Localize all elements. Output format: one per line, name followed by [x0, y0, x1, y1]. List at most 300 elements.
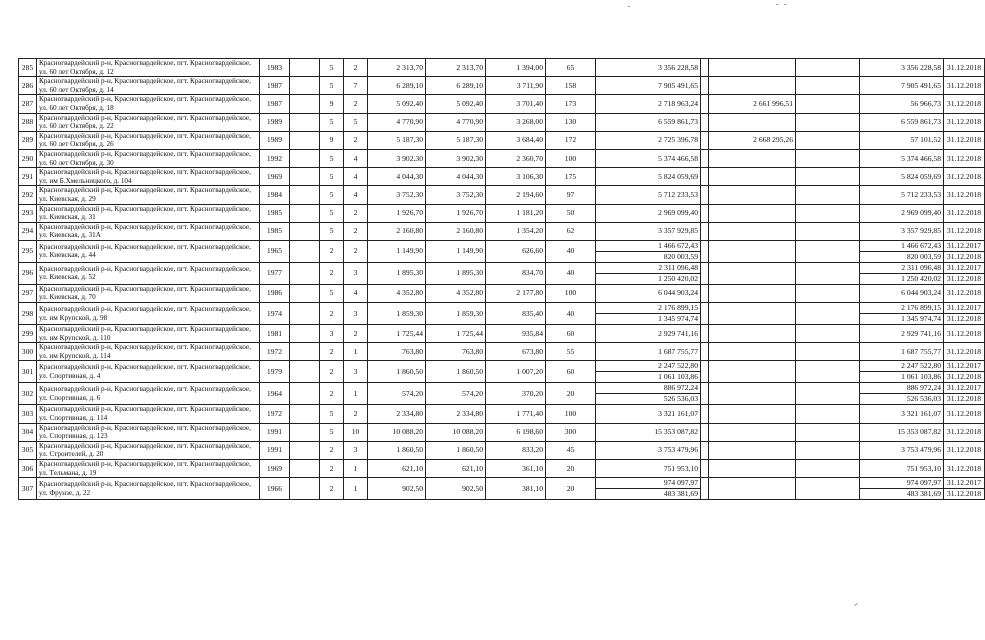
owner-share-cell: 526 536,03 [860, 394, 944, 405]
fund-share-cell [709, 113, 796, 131]
repair-cost-cell: 2 311 096,48 [596, 262, 701, 273]
premises-area-cell: 3 902,30 [426, 149, 486, 167]
table-row [19, 383, 985, 394]
year-built-cell: 1977 [260, 262, 290, 284]
residential-area-cell: 6 198,60 [486, 423, 546, 441]
blank-cell [701, 95, 709, 113]
blank-cell [290, 383, 320, 405]
blank-cell [701, 240, 709, 262]
blank-cell [290, 131, 320, 149]
repair-cost-cell: 6 044 903,24 [596, 284, 701, 302]
total-area-cell: 4 044,30 [368, 168, 426, 186]
blank-cell [701, 113, 709, 131]
address-cell: Красногвардейский р-н, Красногвардейское, пгт. Красногвардейское, ул. 60 лет Октября, д. 22 [37, 113, 260, 131]
repair-cost-cell: 5 824 059,69 [596, 168, 701, 186]
fund-share-cell [709, 325, 796, 343]
premises-area-cell: 1 895,30 [426, 262, 486, 284]
owner-share-cell: 2 311 096,48 [860, 262, 944, 273]
repair-cost-cell: 2 725 396,78 [596, 131, 701, 149]
housing-capital-repair-table [18, 58, 985, 500]
floors-cell: 5 [320, 405, 344, 423]
owner-share-cell: 1 687 755,77 [860, 343, 944, 361]
deadline-cell: 31.12.2017 [944, 361, 985, 372]
year-built-cell: 1986 [260, 284, 290, 302]
table-row [19, 113, 985, 131]
deadline-cell: 31.12.2018 [944, 59, 985, 77]
blank-cell [796, 186, 860, 204]
fund-share-cell [709, 405, 796, 423]
floors-cell: 2 [320, 441, 344, 459]
repair-cost-cell: 3 753 479,96 [596, 441, 701, 459]
owner-share-cell: 56 966,73 [860, 95, 944, 113]
fund-share-cell [709, 168, 796, 186]
repair-cost-cell: 1 345 974,74 [596, 314, 701, 325]
blank-cell [701, 405, 709, 423]
year-built-cell: 1989 [260, 131, 290, 149]
owner-share-cell: 7 905 491,65 [860, 77, 944, 95]
fund-share-cell: 2 668 295,26 [709, 131, 796, 149]
row-number: 288 [19, 113, 37, 131]
entrances-cell: 2 [344, 405, 368, 423]
total-area-cell: 6 289,10 [368, 77, 426, 95]
owner-share-cell: 1 061 103,86 [860, 372, 944, 383]
table-row [19, 405, 985, 423]
row-number: 300 [19, 343, 37, 361]
row-number: 296 [19, 262, 37, 284]
blank-cell [796, 361, 860, 383]
repair-cost-cell: 15 353 087,82 [596, 423, 701, 441]
premises-area-cell: 6 289,10 [426, 77, 486, 95]
deadline-cell: 31.12.2018 [944, 95, 985, 113]
year-built-cell: 1972 [260, 405, 290, 423]
blank-cell [290, 113, 320, 131]
owner-share-cell: 6 044 903,24 [860, 284, 944, 302]
repair-cost-cell: 2 176 899,15 [596, 303, 701, 314]
repair-cost-cell: 1 061 103,86 [596, 372, 701, 383]
blank-cell [796, 113, 860, 131]
table-row [19, 149, 985, 167]
table-row [19, 361, 985, 372]
premises-area-cell: 574,20 [426, 383, 486, 405]
owner-share-cell: 3 321 161,07 [860, 405, 944, 423]
address-cell: Красногвардейский р-н, Красногвардейское, пгт. Красногвардейское, ул. Киевская, д. 52 [37, 262, 260, 284]
entrances-cell: 2 [344, 204, 368, 222]
blank-cell [290, 149, 320, 167]
total-area-cell: 1 860,50 [368, 441, 426, 459]
row-number: 306 [19, 460, 37, 478]
blank-cell [290, 59, 320, 77]
row-number: 302 [19, 383, 37, 405]
entrances-cell: 2 [344, 325, 368, 343]
deadline-cell: 31.12.2018 [944, 489, 985, 500]
blank-cell [796, 343, 860, 361]
entrances-cell: 5 [344, 113, 368, 131]
entrances-cell: 4 [344, 186, 368, 204]
blank-cell [290, 361, 320, 383]
fund-share-cell [709, 478, 796, 500]
blank-cell [701, 77, 709, 95]
blank-cell [796, 303, 860, 325]
residential-area-cell: 673,80 [486, 343, 546, 361]
residents-cell: 173 [546, 95, 596, 113]
address-cell: Красногвардейский р-н, Красногвардейское, пгт. Красногвардейское, ул. Фрунзе, д. 22 [37, 478, 260, 500]
deadline-cell: 31.12.2018 [944, 343, 985, 361]
owner-share-cell: 820 003,59 [860, 251, 944, 262]
owner-share-cell: 2 929 741,16 [860, 325, 944, 343]
repair-cost-cell: 7 905 491,65 [596, 77, 701, 95]
premises-area-cell: 902,50 [426, 478, 486, 500]
premises-area-cell: 4 044,30 [426, 168, 486, 186]
blank-cell [796, 405, 860, 423]
residents-cell: 60 [546, 325, 596, 343]
repair-cost-cell: 526 536,03 [596, 394, 701, 405]
repair-cost-cell: 3 357 929,85 [596, 222, 701, 240]
repair-cost-cell: 3 356 228,58 [596, 59, 701, 77]
address-cell: Красногвардейский р-н, Красногвардейское, пгт. Красногвардейское, ул. 60 лет Октября, д. 26 [37, 131, 260, 149]
owner-share-cell: 2 247 522,80 [860, 361, 944, 372]
total-area-cell: 2 313,70 [368, 59, 426, 77]
owner-share-cell: 57 101,52 [860, 131, 944, 149]
entrances-cell: 1 [344, 383, 368, 405]
total-area-cell: 1 859,30 [368, 303, 426, 325]
total-area-cell: 2 334,80 [368, 405, 426, 423]
entrances-cell: 1 [344, 343, 368, 361]
fund-share-cell [709, 383, 796, 405]
blank-cell [701, 325, 709, 343]
blank-cell [290, 186, 320, 204]
year-built-cell: 1985 [260, 222, 290, 240]
owner-share-cell: 5 824 059,69 [860, 168, 944, 186]
residents-cell: 20 [546, 478, 596, 500]
owner-share-cell: 5 374 466,58 [860, 149, 944, 167]
residents-cell: 40 [546, 303, 596, 325]
residents-cell: 60 [546, 361, 596, 383]
row-number: 301 [19, 361, 37, 383]
fund-share-cell: 2 661 996,51 [709, 95, 796, 113]
repair-cost-cell: 2 247 522,80 [596, 361, 701, 372]
residents-cell: 20 [546, 383, 596, 405]
residents-cell: 62 [546, 222, 596, 240]
deadline-cell: 31.12.2018 [944, 77, 985, 95]
floors-cell: 5 [320, 113, 344, 131]
blank-cell [796, 95, 860, 113]
owner-share-cell: 3 357 929,85 [860, 222, 944, 240]
deadline-cell: 31.12.2018 [944, 284, 985, 302]
address-cell: Красногвардейский р-н, Красногвардейское, пгт. Красногвардейское, ул. Спортивная, д. 4 [37, 361, 260, 383]
table-row [19, 222, 985, 240]
owner-share-cell: 15 353 087,82 [860, 423, 944, 441]
residential-area-cell: 1 771,40 [486, 405, 546, 423]
residential-area-cell: 3 684,40 [486, 131, 546, 149]
address-cell: Красногвардейский р-н, Красногвардейское, пгт. Красногвардейское, ул. 60 лет Октября, д. 12 [37, 59, 260, 77]
address-cell: Красногвардейский р-н, Красногвардейское, пгт. Красногвардейское, ул. им Крупской, д. 110 [37, 325, 260, 343]
repair-cost-cell: 1 466 672,43 [596, 240, 701, 251]
year-built-cell: 1964 [260, 383, 290, 405]
fund-share-cell [709, 460, 796, 478]
total-area-cell: 621,10 [368, 460, 426, 478]
blank-cell [290, 423, 320, 441]
premises-area-cell: 4 352,80 [426, 284, 486, 302]
entrances-cell: 2 [344, 222, 368, 240]
deadline-cell: 31.12.2017 [944, 383, 985, 394]
owner-share-cell: 751 953,10 [860, 460, 944, 478]
row-number: 305 [19, 441, 37, 459]
owner-share-cell: 1 466 672,43 [860, 240, 944, 251]
total-area-cell: 2 160,80 [368, 222, 426, 240]
premises-area-cell: 1 860,50 [426, 361, 486, 383]
address-cell: Красногвардейский р-н, Красногвардейское, пгт. Красногвардейское, ул. Киевская, д. 31 [37, 204, 260, 222]
residential-area-cell: 1 181,20 [486, 204, 546, 222]
year-built-cell: 1989 [260, 113, 290, 131]
blank-cell [290, 77, 320, 95]
row-number: 307 [19, 478, 37, 500]
year-built-cell: 1987 [260, 95, 290, 113]
total-area-cell: 5 092,40 [368, 95, 426, 113]
repair-cost-cell: 5 374 466,58 [596, 149, 701, 167]
total-area-cell: 763,80 [368, 343, 426, 361]
blank-cell [796, 460, 860, 478]
blank-cell [796, 383, 860, 405]
entrances-cell: 4 [344, 284, 368, 302]
entrances-cell: 3 [344, 361, 368, 383]
deadline-cell: 31.12.2017 [944, 303, 985, 314]
blank-cell [701, 168, 709, 186]
total-area-cell: 3 902,30 [368, 149, 426, 167]
residential-area-cell: 2 177,80 [486, 284, 546, 302]
deadline-cell: 31.12.2018 [944, 394, 985, 405]
deadline-cell: 31.12.2017 [944, 478, 985, 489]
table-row [19, 343, 985, 361]
total-area-cell: 4 352,80 [368, 284, 426, 302]
blank-cell [701, 460, 709, 478]
row-number: 293 [19, 204, 37, 222]
premises-area-cell: 4 770,90 [426, 113, 486, 131]
deadline-cell: 31.12.2018 [944, 273, 985, 284]
residents-cell: 100 [546, 149, 596, 167]
row-number: 286 [19, 77, 37, 95]
fund-share-cell [709, 284, 796, 302]
residential-area-cell: 834,70 [486, 262, 546, 284]
blank-cell [701, 423, 709, 441]
row-number: 294 [19, 222, 37, 240]
entrances-cell: 2 [344, 95, 368, 113]
deadline-cell: 31.12.2017 [944, 262, 985, 273]
residential-area-cell: 3 701,40 [486, 95, 546, 113]
floors-cell: 5 [320, 284, 344, 302]
residents-cell: 20 [546, 460, 596, 478]
blank-cell [796, 149, 860, 167]
fund-share-cell [709, 204, 796, 222]
residential-area-cell: 835,40 [486, 303, 546, 325]
blank-cell [290, 204, 320, 222]
blank-cell [796, 168, 860, 186]
entrances-cell: 10 [344, 423, 368, 441]
table-row [19, 168, 985, 186]
residents-cell: 300 [546, 423, 596, 441]
total-area-cell: 1 149,90 [368, 240, 426, 262]
floors-cell: 5 [320, 186, 344, 204]
residents-cell: 45 [546, 441, 596, 459]
year-built-cell: 1974 [260, 303, 290, 325]
year-built-cell: 1979 [260, 361, 290, 383]
residential-area-cell: 3 711,90 [486, 77, 546, 95]
repair-cost-cell: 1 250 420,02 [596, 273, 701, 284]
blank-cell [290, 284, 320, 302]
blank-cell [701, 441, 709, 459]
residential-area-cell: 1 354,20 [486, 222, 546, 240]
repair-cost-cell: 1 687 755,77 [596, 343, 701, 361]
repair-cost-cell: 974 097,97 [596, 478, 701, 489]
fund-share-cell [709, 186, 796, 204]
residents-cell: 158 [546, 77, 596, 95]
deadline-cell: 31.12.2018 [944, 325, 985, 343]
deadline-cell: 31.12.2018 [944, 113, 985, 131]
blank-cell [796, 59, 860, 77]
blank-cell [701, 343, 709, 361]
residential-area-cell: 381,10 [486, 478, 546, 500]
entrances-cell: 2 [344, 59, 368, 77]
year-built-cell: 1981 [260, 325, 290, 343]
residents-cell: 172 [546, 131, 596, 149]
repair-cost-cell: 483 381,69 [596, 489, 701, 500]
owner-share-cell: 3 356 228,58 [860, 59, 944, 77]
blank-cell [796, 478, 860, 500]
deadline-cell: 31.12.2018 [944, 405, 985, 423]
entrances-cell: 2 [344, 131, 368, 149]
fund-share-cell [709, 361, 796, 383]
deadline-cell: 31.12.2018 [944, 149, 985, 167]
table-row [19, 325, 985, 343]
repair-cost-cell: 2 718 963,24 [596, 95, 701, 113]
premises-area-cell: 1 926,70 [426, 204, 486, 222]
deadline-cell: 31.12.2018 [944, 222, 985, 240]
repair-cost-cell: 6 559 861,73 [596, 113, 701, 131]
residential-area-cell: 2 360,70 [486, 149, 546, 167]
blank-cell [796, 262, 860, 284]
residents-cell: 55 [546, 343, 596, 361]
entrances-cell: 1 [344, 460, 368, 478]
table-row [19, 262, 985, 273]
floors-cell: 2 [320, 460, 344, 478]
total-area-cell: 1 926,70 [368, 204, 426, 222]
residents-cell: 175 [546, 168, 596, 186]
blank-cell [290, 460, 320, 478]
entrances-cell: 4 [344, 168, 368, 186]
blank-cell [701, 186, 709, 204]
repair-cost-cell: 3 321 161,07 [596, 405, 701, 423]
fund-share-cell [709, 77, 796, 95]
table-row [19, 95, 985, 113]
row-number: 297 [19, 284, 37, 302]
blank-cell [290, 325, 320, 343]
year-built-cell: 1969 [260, 460, 290, 478]
blank-cell [701, 303, 709, 325]
blank-cell [290, 441, 320, 459]
blank-cell [701, 262, 709, 284]
deadline-cell: 31.12.2018 [944, 314, 985, 325]
premises-area-cell: 1 149,90 [426, 240, 486, 262]
floors-cell: 5 [320, 222, 344, 240]
address-cell: Красногвардейский р-н, Красногвардейское, пгт. Красногвардейское, ул. Спортивная, д. 123 [37, 423, 260, 441]
fund-share-cell [709, 222, 796, 240]
row-number: 290 [19, 149, 37, 167]
floors-cell: 2 [320, 343, 344, 361]
blank-cell [701, 131, 709, 149]
blank-cell [701, 284, 709, 302]
year-built-cell: 1985 [260, 204, 290, 222]
row-number: 295 [19, 240, 37, 262]
year-built-cell: 1965 [260, 240, 290, 262]
blank-cell [796, 284, 860, 302]
year-built-cell: 1987 [260, 77, 290, 95]
premises-area-cell: 2 313,70 [426, 59, 486, 77]
address-cell: Красногвардейский р-н, Красногвардейское, пгт. Красногвардейское, ул. Киевская, д. 29 [37, 186, 260, 204]
address-cell: Красногвардейский р-н, Красногвардейское, пгт. Красногвардейское, ул. 60 лет Октября, д. 14 [37, 77, 260, 95]
year-built-cell: 1984 [260, 186, 290, 204]
premises-area-cell: 1 860,50 [426, 441, 486, 459]
fund-share-cell [709, 343, 796, 361]
premises-area-cell: 1 859,30 [426, 303, 486, 325]
table-row [19, 478, 985, 489]
owner-share-cell: 1 250 420,02 [860, 273, 944, 284]
owner-share-cell: 483 381,69 [860, 489, 944, 500]
deadline-cell: 31.12.2018 [944, 131, 985, 149]
floors-cell: 2 [320, 361, 344, 383]
blank-cell [701, 59, 709, 77]
floors-cell: 5 [320, 149, 344, 167]
row-number: 304 [19, 423, 37, 441]
residential-area-cell: 2 194,60 [486, 186, 546, 204]
blank-cell [796, 222, 860, 240]
deadline-cell: 31.12.2018 [944, 460, 985, 478]
blank-cell [796, 77, 860, 95]
premises-area-cell: 5 187,30 [426, 131, 486, 149]
table-row [19, 59, 985, 77]
row-number: 285 [19, 59, 37, 77]
blank-cell [290, 405, 320, 423]
repair-cost-cell: 751 953,10 [596, 460, 701, 478]
deadline-cell: 31.12.2018 [944, 372, 985, 383]
table-row [19, 204, 985, 222]
blank-cell [796, 240, 860, 262]
year-built-cell: 1992 [260, 149, 290, 167]
table-row [19, 240, 985, 251]
entrances-cell: 1 [344, 478, 368, 500]
row-number: 303 [19, 405, 37, 423]
blank-cell [701, 149, 709, 167]
entrances-cell: 3 [344, 303, 368, 325]
premises-area-cell: 5 092,40 [426, 95, 486, 113]
deadline-cell: 31.12.2018 [944, 251, 985, 262]
blank-cell [290, 478, 320, 500]
floors-cell: 9 [320, 131, 344, 149]
entrances-cell: 2 [344, 240, 368, 262]
premises-area-cell: 763,80 [426, 343, 486, 361]
address-cell: Красногвардейский р-н, Красногвардейское, пгт. Красногвардейское, ул. им Крупской, д. 98 [37, 303, 260, 325]
entrances-cell: 7 [344, 77, 368, 95]
fund-share-cell [709, 441, 796, 459]
blank-cell [701, 222, 709, 240]
blank-cell [701, 383, 709, 405]
blank-cell [290, 95, 320, 113]
total-area-cell: 1 895,30 [368, 262, 426, 284]
repair-cost-cell: 2 969 099,40 [596, 204, 701, 222]
address-cell: Красногвардейский р-н, Красногвардейское, пгт. Красногвардейское, ул. Киевская, д. 44 [37, 240, 260, 262]
row-number: 289 [19, 131, 37, 149]
owner-share-cell: 2 176 899,15 [860, 303, 944, 314]
blank-cell [701, 204, 709, 222]
residents-cell: 97 [546, 186, 596, 204]
